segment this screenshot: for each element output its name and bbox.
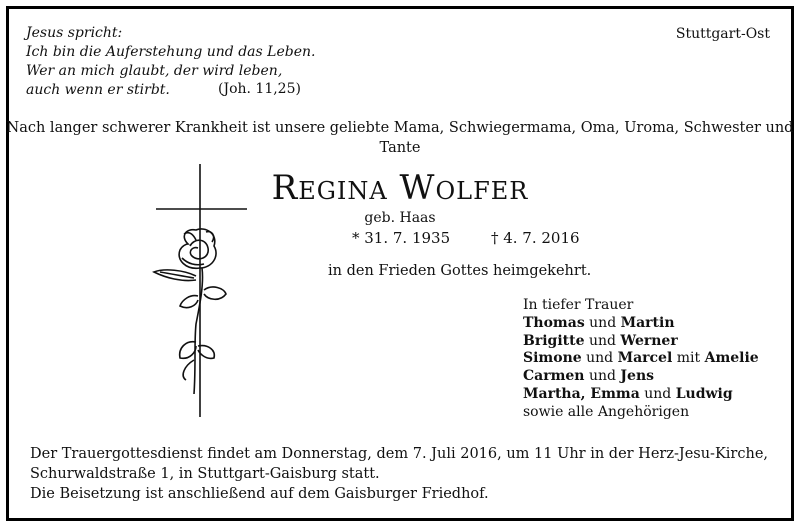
mourner-name: Carmen bbox=[523, 368, 585, 385]
mourner-line bbox=[523, 315, 759, 333]
conjunction: und bbox=[588, 368, 616, 385]
deceased-name: Regina Wolfer bbox=[271, 168, 529, 208]
conjunction: und bbox=[589, 314, 617, 331]
quote-line: Jesus spricht: bbox=[26, 25, 123, 41]
mourner-name: Ludwig bbox=[675, 385, 733, 402]
mourner-name: Marcel bbox=[617, 350, 673, 367]
mourners-closing: sowie alle Angehörigen bbox=[523, 403, 690, 420]
birth-date: * 31. 7. 1935 bbox=[352, 229, 451, 247]
quote-line: Wer an mich glaubt, der wird leben, bbox=[26, 63, 283, 79]
mourner-line bbox=[523, 368, 759, 386]
mourner-name: Thomas bbox=[523, 314, 585, 331]
mourner-name: Martin bbox=[620, 314, 675, 331]
mourner-name: Simone bbox=[523, 350, 582, 367]
quote-reference: (Joh. 11,25) bbox=[218, 81, 301, 97]
quote-line: auch wenn er stirbt. bbox=[26, 82, 170, 98]
mourner-line bbox=[523, 333, 759, 351]
mourner-name: Jens bbox=[620, 368, 654, 385]
passing-phrase: in den Frieden Gottes heimgekehrt. bbox=[328, 263, 592, 279]
conjunction: und bbox=[644, 385, 672, 402]
location-label: Stuttgart-Ost bbox=[675, 26, 770, 42]
mourners-list bbox=[523, 297, 759, 422]
cross-with-rose-icon bbox=[150, 164, 254, 422]
conjunction: und bbox=[588, 332, 616, 349]
conjunction: und bbox=[586, 350, 614, 367]
mourners-heading: In tiefer Trauer bbox=[523, 297, 634, 313]
life-dates bbox=[352, 229, 580, 247]
mourner-name: Brigitte bbox=[523, 332, 585, 349]
mourner-name: Martha, Emma bbox=[523, 385, 640, 402]
conjunction: mit bbox=[676, 350, 701, 367]
quote-line: Ich bin die Auferstehung und das Leben. bbox=[26, 44, 316, 60]
mourner-name: Amelie bbox=[704, 350, 759, 367]
maiden-name: geb. Haas bbox=[364, 210, 436, 226]
service-line: Die Beisetzung ist anschließend auf dem Gaisburger Friedhof. bbox=[30, 486, 489, 502]
service-line: Der Trauergottesdienst findet am Donnerstag, dem 7. Juli 2016, um 11 Uhr in der Herz-Jesu-Kirche, bbox=[30, 446, 769, 462]
mourner-name: Werner bbox=[620, 332, 678, 349]
service-line: Schurwaldstraße 1, in Stuttgart-Gaisburg statt. bbox=[30, 466, 380, 482]
intro-text: Nach langer schwerer Krankheit ist unsere geliebte Mama, Schwiegermama, Oma, Uroma, Schwester und Tante bbox=[6, 120, 794, 156]
mourner-line bbox=[523, 350, 759, 368]
service-info bbox=[30, 444, 768, 504]
mourner-line bbox=[523, 386, 759, 404]
death-date: † 4. 7. 2016 bbox=[490, 229, 580, 247]
